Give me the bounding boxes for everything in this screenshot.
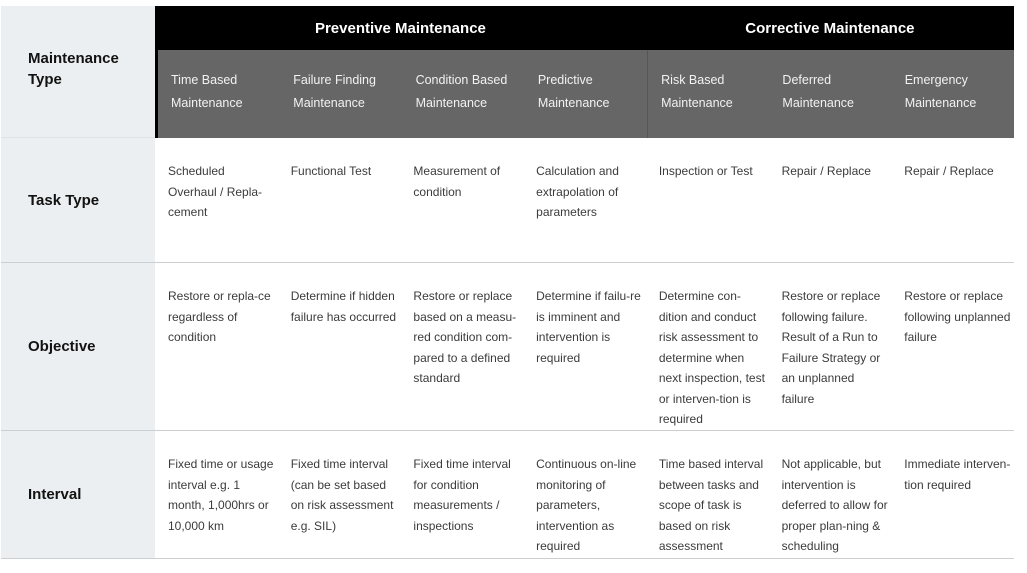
table-cell: Determine if failu-re is imminent and intervention is required <box>536 289 641 365</box>
header-right <box>155 6 1014 138</box>
table-cell: Inspection or Test <box>658 164 753 178</box>
table-cell: Restore or replace following unplanned failure <box>904 289 1011 344</box>
column-header-failure-finding: Failure Finding Maintenance <box>293 73 376 110</box>
table-cell: Time based interval between tasks and scope of task is based on risk assessment <box>658 457 764 553</box>
group-header-corrective: Corrective Maintenance <box>745 19 915 37</box>
row-label-objective: Objective <box>1 263 155 430</box>
table-cell: Determine if hidden failure has occurred <box>290 289 397 324</box>
group-header-row <box>155 6 1014 50</box>
table-cell: Immediate interven-tion required <box>904 457 1011 492</box>
table-cell: Determine con-dition and conduct risk assessment to determine when next inspection, test or interven-tion is required <box>658 289 765 426</box>
table-cell: Repair / Replace <box>781 164 871 178</box>
column-header-risk-based: Risk Based Maintenance <box>647 50 769 138</box>
table-cell: Restore or replace following failure. Result of a Run to Failure Strategy or an unplanned failure <box>781 289 881 406</box>
table-cell: Restore or replace based on a measu-red condition com-pared to a defined standard <box>413 289 517 385</box>
corner-cell: Maintenance Type <box>1 6 155 138</box>
table-cell: Functional Test <box>290 164 372 178</box>
table-cell: Restore or repla-ce regardless of condition <box>168 289 271 344</box>
table-cell: Scheduled Overhaul / Repla-cement <box>168 164 263 219</box>
column-header-deferred: Deferred Maintenance <box>782 73 854 110</box>
table-header <box>1 6 1014 138</box>
column-header-row <box>155 50 1014 138</box>
column-header-condition-based: Condition Based Maintenance <box>415 73 508 110</box>
table-row-interval <box>1 431 1014 559</box>
table-cell: Fixed time interval (can be set based on risk assessment e.g. SIL) <box>290 457 394 533</box>
table-cell: Calculation and extrapolation of parameters <box>536 164 619 219</box>
table-cell: Repair / Replace <box>904 164 994 178</box>
table-row-objective <box>1 263 1014 431</box>
column-header-emergency: Emergency Maintenance <box>904 73 977 110</box>
row-label-task-type: Task Type <box>1 138 155 262</box>
row-label-interval: Interval <box>1 431 155 558</box>
table-cell: Measurement of condition <box>413 164 501 199</box>
table-cell: Continuous on-line monitoring of parameters, intervention as required <box>536 457 637 553</box>
column-header-time-based: Time Based Maintenance <box>171 73 243 110</box>
table <box>1 6 1014 559</box>
column-header-predictive: Predictive Maintenance <box>537 73 610 110</box>
table-cell: Fixed time interval for condition measurements / inspections <box>413 457 511 533</box>
group-header-preventive: Preventive Maintenance <box>314 19 486 37</box>
table-cell: Not applicable, but intervention is deferred to allow for proper plan-ning & scheduling <box>781 457 888 553</box>
table-cell: Fixed time or usage interval e.g. 1 month, 1,000hrs or 10,000 km <box>168 457 274 533</box>
table-row-task-type <box>1 138 1014 263</box>
